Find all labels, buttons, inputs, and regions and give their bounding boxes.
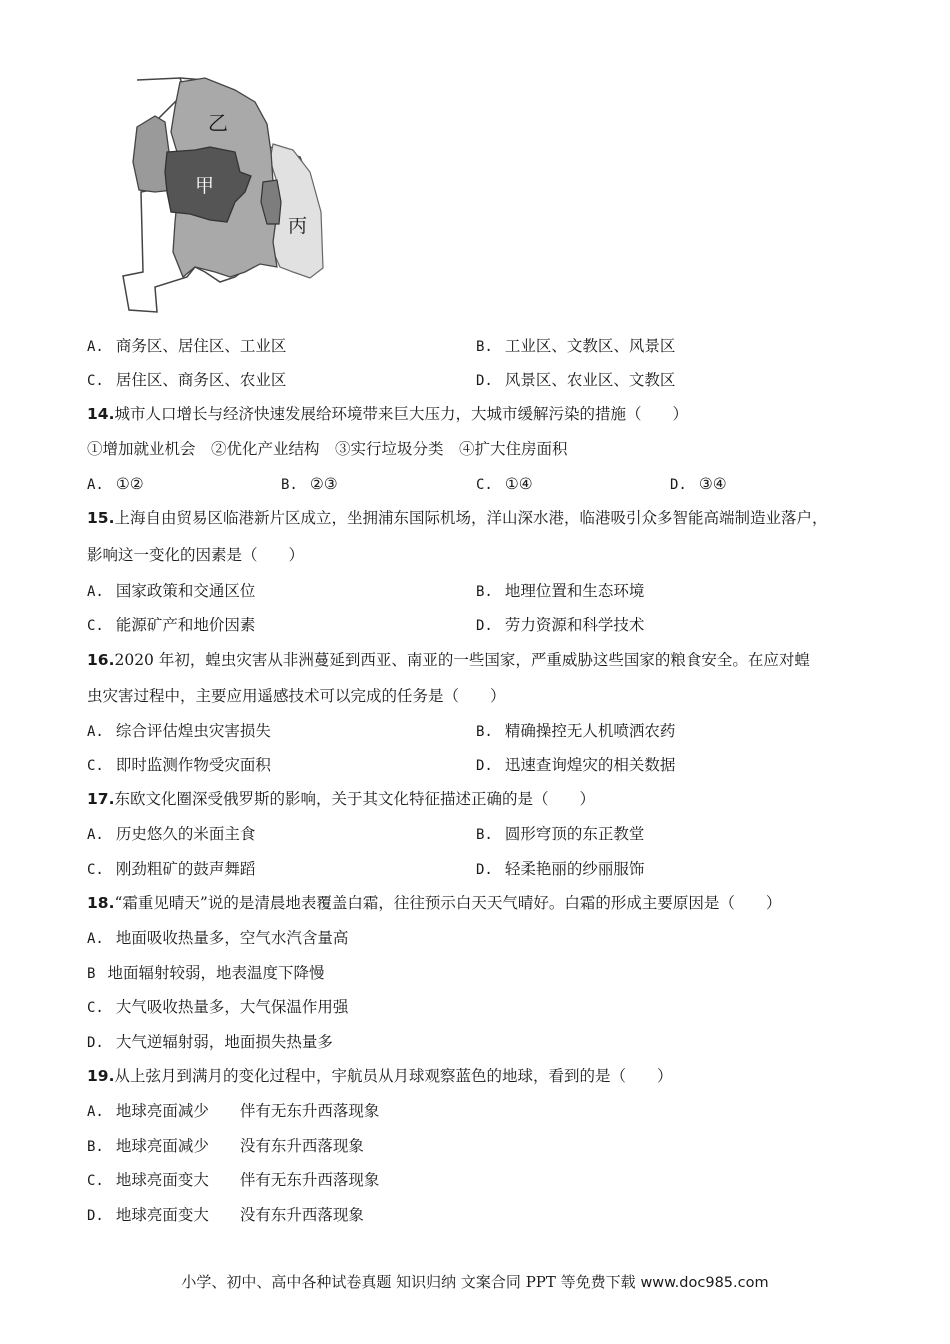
q19-option-a: A. 地球亮面减少 伴有无东升西落现象 <box>87 1102 380 1120</box>
q13-option-d: D. 风景区、农业区、文教区 <box>476 371 676 389</box>
q13-option-b: B. 工业区、文教区、风景区 <box>476 337 676 355</box>
q19-option-b: B. 地球亮面减少 没有东升西落现象 <box>87 1137 364 1155</box>
q19-stem: 19.从上弦月到满月的变化过程中，宇航员从月球观察蓝色的地球，看到的是（ ） <box>87 1067 673 1085</box>
q18-option-d: D. 大气逆辐射弱，地面损失热量多 <box>87 1033 333 1051</box>
q15-option-b: B. 地理位置和生态环境 <box>476 582 645 600</box>
q14-option-a: A. ①② <box>87 475 144 493</box>
q13-option-a: A. 商务区、居住区、工业区 <box>87 337 287 355</box>
q16-option-d: D. 迅速查询煌灾的相关数据 <box>476 756 676 774</box>
q16-option-a: A. 综合评估煌虫灾害损失 <box>87 722 271 740</box>
q15-option-a: A. 国家政策和交通区位 <box>87 582 256 600</box>
footer-link[interactable]: www.doc985.com <box>640 1275 769 1291</box>
label-jia: 甲 <box>195 175 215 197</box>
page-footer <box>0 1271 950 1292</box>
q17-stem: 17.东欧文化圈深受俄罗斯的影响，关于其文化特征描述正确的是（ ） <box>87 790 595 808</box>
q18-option-b: B 地面辐射较弱，地表温度下降慢 <box>87 964 325 982</box>
q19-option-c: C. 地球亮面变大 伴有无东升西落现象 <box>87 1171 380 1189</box>
q18-option-a: A. 地面吸收热量多，空气水汽含量高 <box>87 929 349 947</box>
q14-stem: 14.城市人口增长与经济快速发展给环境带来巨大压力，大城市缓解污染的措施（ ） <box>87 405 688 423</box>
q18-option-c: C. 大气吸收热量多，大气保温作用强 <box>87 998 349 1016</box>
q15-option-c: C. 能源矿产和地价因素 <box>87 616 256 634</box>
q14-items: ①增加就业机会 ②优化产业结构 ③实行垃圾分类 ④扩大住房面积 <box>87 440 568 458</box>
q15-option-d: D. 劳力资源和科学技术 <box>476 616 645 634</box>
q16-stem-line2: 虫灾害过程中，主要应用遥感技术可以完成的任务是（ ） <box>87 687 506 705</box>
q16-stem: 16.2020 年初，蝗虫灾害从非洲蔓延到西亚、南亚的一些国家，严重威胁这些国家的粮食安全。在应对蝗 <box>87 651 810 669</box>
q17-option-b: B. 圆形穹顶的东正教堂 <box>476 825 645 843</box>
q16-option-c: C. 即时监测作物受灾面积 <box>87 756 271 774</box>
q17-option-a: A. 历史悠久的米面主食 <box>87 825 256 843</box>
q19-option-d: D. 地球亮面变大 没有东升西落现象 <box>87 1206 364 1224</box>
q17-option-d: D. 轻柔艳丽的纱丽服饰 <box>476 860 645 878</box>
label-bing: 丙 <box>288 215 308 237</box>
q14-option-d: D. ③④ <box>670 475 727 493</box>
q14-option-b: B. ②③ <box>281 475 338 493</box>
city-functional-zone-map <box>95 72 335 317</box>
q18-stem: 18.“霜重见晴天”说的是清晨地表覆盖白霜，往往预示白天天气晴好。白霜的形成主要原因是（ ） <box>87 894 782 912</box>
q13-option-c: C. 居住区、商务区、农业区 <box>87 371 287 389</box>
q15-stem: 15.上海自由贸易区临港新片区成立，坐拥浦东国际机场，洋山深水港，临港吸引众多智能高端制造业落户， <box>87 509 828 527</box>
q15-stem-line2: 影响这一变化的因素是（ ） <box>87 546 305 564</box>
footer-text: 小学、初中、高中各种试卷真题 知识归纳 文案合同 PPT 等免费下载 <box>181 1273 636 1291</box>
label-yi: 乙 <box>208 111 228 135</box>
q14-option-c: C. ①④ <box>476 475 533 493</box>
q16-option-b: B. 精确操控无人机喷洒农药 <box>476 722 676 740</box>
q17-option-c: C. 刚劲粗矿的鼓声舞蹈 <box>87 860 256 878</box>
